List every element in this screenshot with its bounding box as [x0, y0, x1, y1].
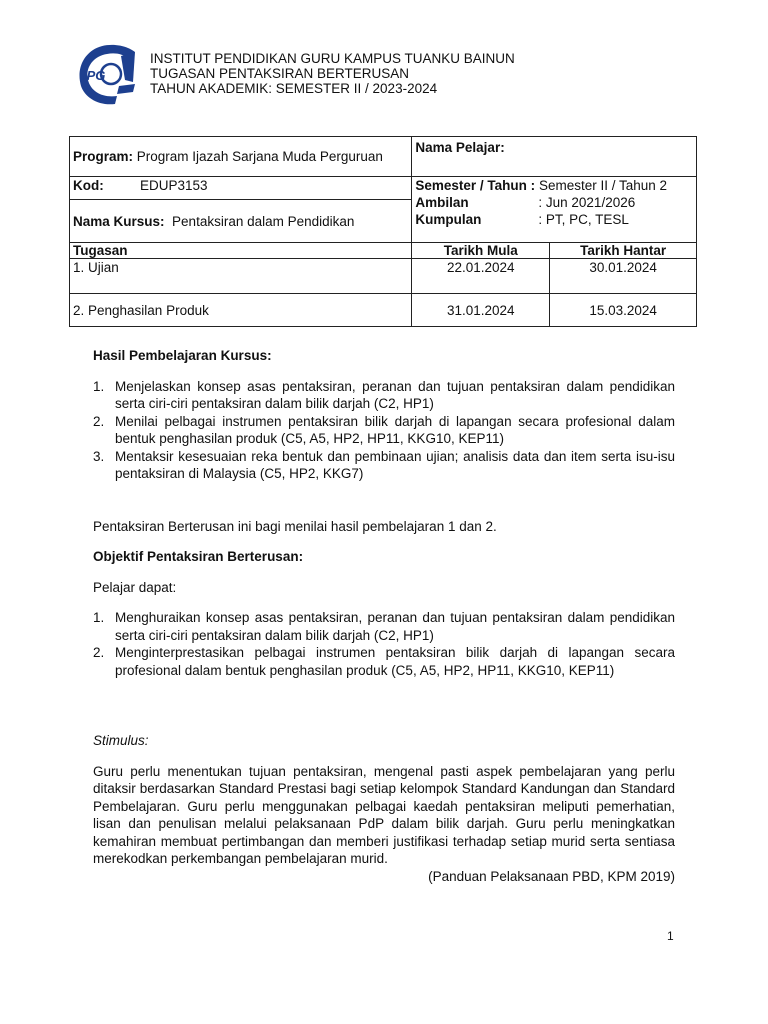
program-cell: Program: Program Ijazah Sarjana Muda Perguruan [70, 137, 412, 177]
kod-value: EDUP3153 [140, 178, 208, 193]
table-row: 2. Penghasilan Produk 31.01.2024 15.03.2024 [70, 294, 697, 327]
tugasan-header: Tugasan [70, 243, 412, 259]
pb-note: Pentaksiran Berterusan ini bagi menilai hasil pembelajaran 1 dan 2. [93, 518, 497, 534]
page-number: 1 [667, 929, 674, 943]
stimulus-source: (Panduan Pelaksanaan PBD, KPM 2019) [428, 868, 675, 884]
institute-name: INSTITUT PENDIDIKAN GURU KAMPUS TUANKU BAINUN [150, 51, 515, 66]
list-item: 3. Mentaksir kesesuaian reka bentuk dan pembinaan ujian; analisis data dan item serta isu-isu pentaksiran di Malaysia (C5, HP2, KKG7) [93, 448, 675, 481]
list-item: 2. Menilai pelbagai instrumen pentaksiran bilik darjah di lapangan secara profesional dalam bentuk penghasilan produk (C5, A5, HP2, HP11, KKG10, KEP11) [93, 413, 675, 446]
tarikh-hantar-header: Tarikh Hantar [550, 243, 697, 259]
assignment-type: TUGASAN PENTAKSIRAN BERTERUSAN [150, 66, 410, 81]
stimulus-title: Stimulus: [93, 733, 149, 748]
hasil-list [93, 378, 675, 483]
list-item: 1. Menghuraikan konsep asas pentaksiran, peranan dan tujuan pentaksiran dalam pendidikan serta ciri-ciri pentaksiran dalam bilik darjah (C2, HP1) [93, 610, 675, 643]
hasil-title: Hasil Pembelajaran Kursus: [93, 348, 272, 363]
kod-kursus-cell: Kod: EDUP3153 Nama Kursus: Pentaksiran dalam Pendidikan [70, 177, 412, 243]
list-item: 1. Menjelaskan konsep asas pentaksiran, peranan dan tujuan pentaksiran dalam pendidikan serta ciri-ciri pentaksiran dalam bilik darjah (C2, HP1) [93, 378, 675, 411]
tarikh-mula-header: Tarikh Mula [412, 243, 550, 259]
course-info-table [69, 136, 697, 327]
semester-cell: Semester / Tahun : Semester II / Tahun 2 Ambilan : Jun 2021/2026 Kumpulan : PT, PC, TESL [412, 177, 697, 243]
ipg-logo [75, 42, 139, 108]
objektif-intro: Pelajar dapat: [93, 579, 177, 595]
stimulus-body: Guru perlu menentukan tujuan pentaksiran, mengenal pasti aspek pembelajaran yang perlu ditaksir berdasarkan Standard Prestasi bagi setiap kelompok Standard Kandungan dan Standard Pembelajaran. Guru perlu menggunakan pelbagai kaedah pentaksiran meliputi pemerhatian, lisan dan penulisan melalui pelaksanaan PdP dalam bilik darjah. Guru perlu meningkatkan kemahiran membuat pertimbangan dan memberi justifikasi terhadap setiap murid serta sentiasa merekodkan perkembangan pembelajaran murid. [93, 763, 675, 866]
svg-text:IPG: IPG [83, 68, 106, 83]
academic-year: TAHUN AKADEMIK: SEMESTER II / 2023-2024 [150, 81, 438, 96]
nama-pelajar-cell: Nama Pelajar: [412, 137, 697, 177]
list-item: 2. Menginterprestasikan pelbagai instrumen pentaksiran bilik darjah di lapangan secara profesional dalam bentuk penghasilan produk (C5, A5, HP2, HP11, KKG10, KEP11) [93, 645, 675, 678]
objektif-title: Objektif Pentaksiran Berterusan: [93, 549, 304, 564]
document-body [93, 340, 675, 885]
document-header [150, 51, 515, 96]
objektif-list [93, 609, 675, 679]
table-row: 1. Ujian 22.01.2024 30.01.2024 [70, 259, 697, 294]
